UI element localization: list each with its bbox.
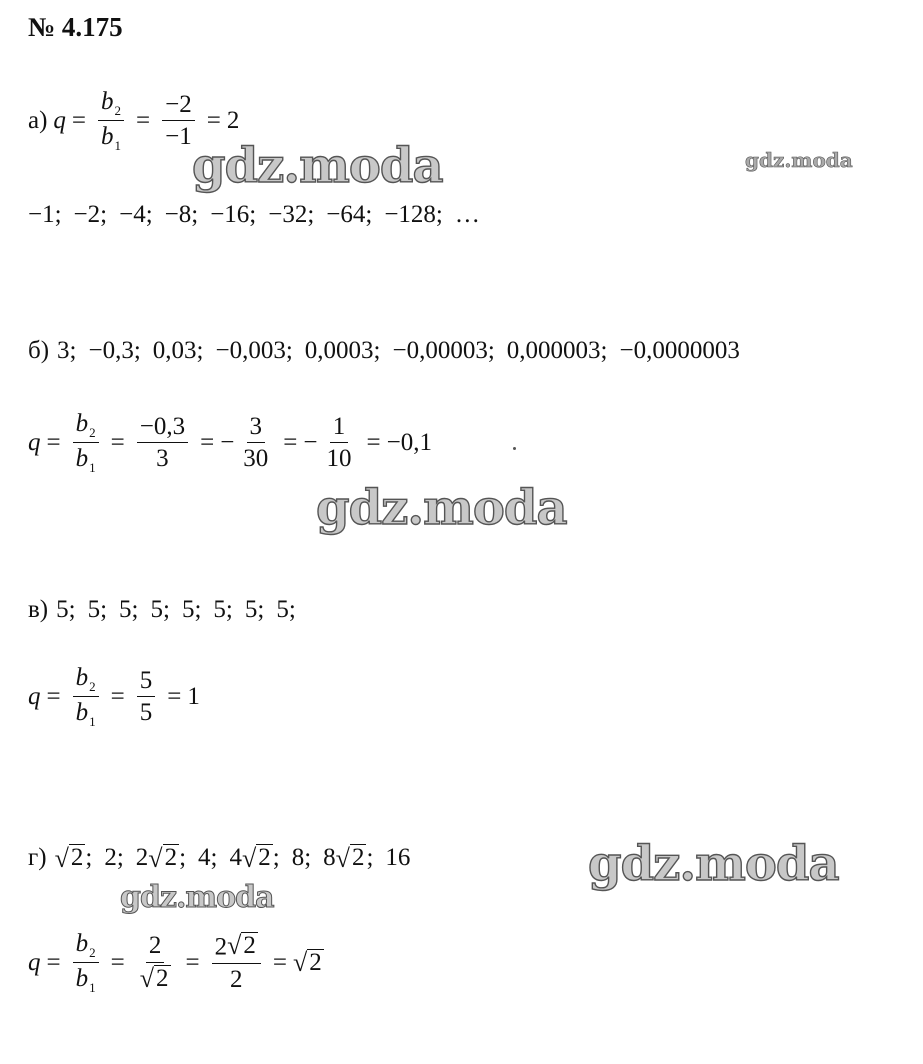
equals-sign: = [136,106,151,134]
equals-sign: = [110,948,125,976]
subscript: 2 [114,103,122,118]
radicand: 2 [156,964,169,992]
b2-over-b1-fraction [73,930,99,996]
sequence-term: −0,0000003 [619,337,740,364]
watermark-logo: gdz.moda [192,138,443,194]
denominator: −1 [165,123,192,151]
sequence-term: 0,000003; [506,337,608,364]
minus-sign: − [303,428,318,456]
numerator: −0,3 [137,413,188,444]
sequence-term: 5; [87,596,108,623]
radical-sign: √ [335,843,350,873]
sequence-term: 5; [150,596,170,623]
part-v-label: в) [28,596,49,623]
equals-sign: = [200,428,215,456]
sequence-term: 3; [57,337,77,364]
subscript: 1 [89,980,96,996]
coefficient: 8 [323,844,336,871]
radicand: 2 [164,844,178,872]
denominator: 2 [230,965,243,993]
sequence-term: … [454,201,480,228]
part-a-sequence [28,201,492,229]
radicand: 2 [351,844,365,872]
sequence-term: 5; [56,596,76,623]
subscript: 2 [89,945,96,960]
subscript: 2 [89,679,96,694]
problem-number: № 4.175 [28,12,123,42]
numerator: −2 [162,91,195,122]
radical-sign: √ [54,843,69,873]
b-symbol: b [75,965,89,993]
sequence-term: 5; [119,596,139,623]
equals-sign: = [366,428,381,456]
equals-sign: = [167,682,182,710]
value-fraction [137,667,156,727]
q-symbol: q [28,948,41,976]
sqrt-expression [55,844,86,871]
denominator: 5 [139,699,153,727]
b-symbol: b [75,664,89,691]
value-fraction [212,932,261,993]
sequence-term: 5; [244,596,265,623]
ratio-result: −0,1 [386,428,432,456]
equals-sign: = [185,948,200,976]
value-fraction [162,91,195,151]
sequence-term: 0,03; [152,337,204,364]
part-b-label: б) [28,337,50,364]
value-fraction [324,413,355,473]
sequence-term: −128; [384,201,443,228]
radical-sign: √ [293,948,308,978]
value-fraction [137,932,174,993]
sequence-term: 5; [213,596,233,623]
equals-sign: = [272,948,287,976]
part-b-sequence [28,337,752,365]
b-symbol: b [75,410,89,437]
radical-sign: √ [241,843,257,873]
subscript: 2 [89,425,96,440]
b2-over-b1-fraction [98,88,124,154]
equals-sign: = [71,106,87,134]
radical-sign: √ [148,843,163,873]
subscript: 1 [114,138,122,154]
equals-sign: = [283,428,298,456]
denominator: 3 [156,445,169,473]
denominator [137,963,174,994]
separator: ; [179,844,187,871]
separator: ; [272,844,280,871]
sequence-term: 4; [198,844,218,871]
q-symbol: q [53,106,66,134]
sequence-term: −32; [268,201,315,228]
part-b-formula [28,410,432,476]
sequence-term: 2; [104,844,124,871]
sequence-term: −64; [326,201,373,228]
part-g-label: г) [28,844,47,871]
denominator: 30 [243,445,269,473]
separator: ; [85,844,93,871]
equals-sign: = [46,948,61,976]
equals-sign: = [110,428,125,456]
b-symbol: b [101,88,114,115]
value-fraction [240,413,271,473]
numerator: 2 [146,932,165,963]
numerator: 5 [137,667,156,698]
value-fraction [137,413,188,473]
numerator: 1 [330,413,349,444]
q-symbol: q [28,428,41,456]
minus-sign: − [220,428,235,456]
radicand: 2 [309,949,322,977]
equals-sign: = [46,682,61,710]
sqrt-expression [148,844,179,871]
b2-over-b1-fraction [73,410,99,476]
equals-sign: = [110,682,125,710]
sqrt-expression [242,844,273,871]
b-symbol: b [101,123,114,151]
stray-dot [513,447,516,450]
sequence-term: 5; [276,596,296,623]
watermark-logo: gdz.moda [316,480,567,536]
sequence-term: −0,00003; [392,337,495,364]
subscript: 1 [89,714,96,730]
coefficient: 2 [214,933,228,961]
sequence-term: 8; [291,844,312,871]
sqrt-expression [293,949,324,976]
sequence-term: −8; [164,201,199,228]
part-a-label: а) [28,106,48,134]
b-symbol: b [75,930,89,957]
part-g-formula [28,930,324,996]
b2-over-b1-fraction [73,664,99,730]
sequence-term: −2; [73,201,108,228]
sequence-term: 0,0003; [304,337,381,364]
sequence-term: 16 [385,844,411,871]
ratio-result: 1 [187,682,200,710]
sqrt-expression [336,844,367,871]
radicand: 2 [70,844,84,872]
b-symbol: b [75,445,89,473]
sequence-term: −0,003; [215,337,293,364]
equals-sign: = [206,106,221,134]
watermark-logo: gdz.moda [588,836,839,892]
radical-sign: √ [227,931,242,961]
sequence-term: −16; [210,201,257,228]
coefficient: 4 [229,844,242,871]
coefficient: 2 [135,844,149,871]
denominator: 10 [326,445,352,473]
q-symbol: q [28,682,41,710]
subscript: 1 [89,460,96,476]
part-v-formula [28,664,200,730]
sequence-term: 5; [181,596,202,623]
radical-sign: √ [139,963,154,993]
ratio-result: 2 [226,106,240,134]
part-g-sequence [28,844,410,872]
radicand: 2 [243,932,256,960]
equals-sign: = [46,428,61,456]
radicand: 2 [258,844,271,872]
part-v-sequence [28,596,308,624]
numerator: 3 [247,413,266,444]
separator: ; [366,844,374,871]
sequence-term: −1; [28,201,62,228]
b-symbol: b [75,699,89,727]
sequence-term: −0,3; [88,337,141,364]
watermark-logo: gdz.moda [745,148,853,172]
sequence-term: −4; [119,201,153,228]
watermark-logo: gdz.moda [120,880,274,915]
numerator [212,932,261,964]
